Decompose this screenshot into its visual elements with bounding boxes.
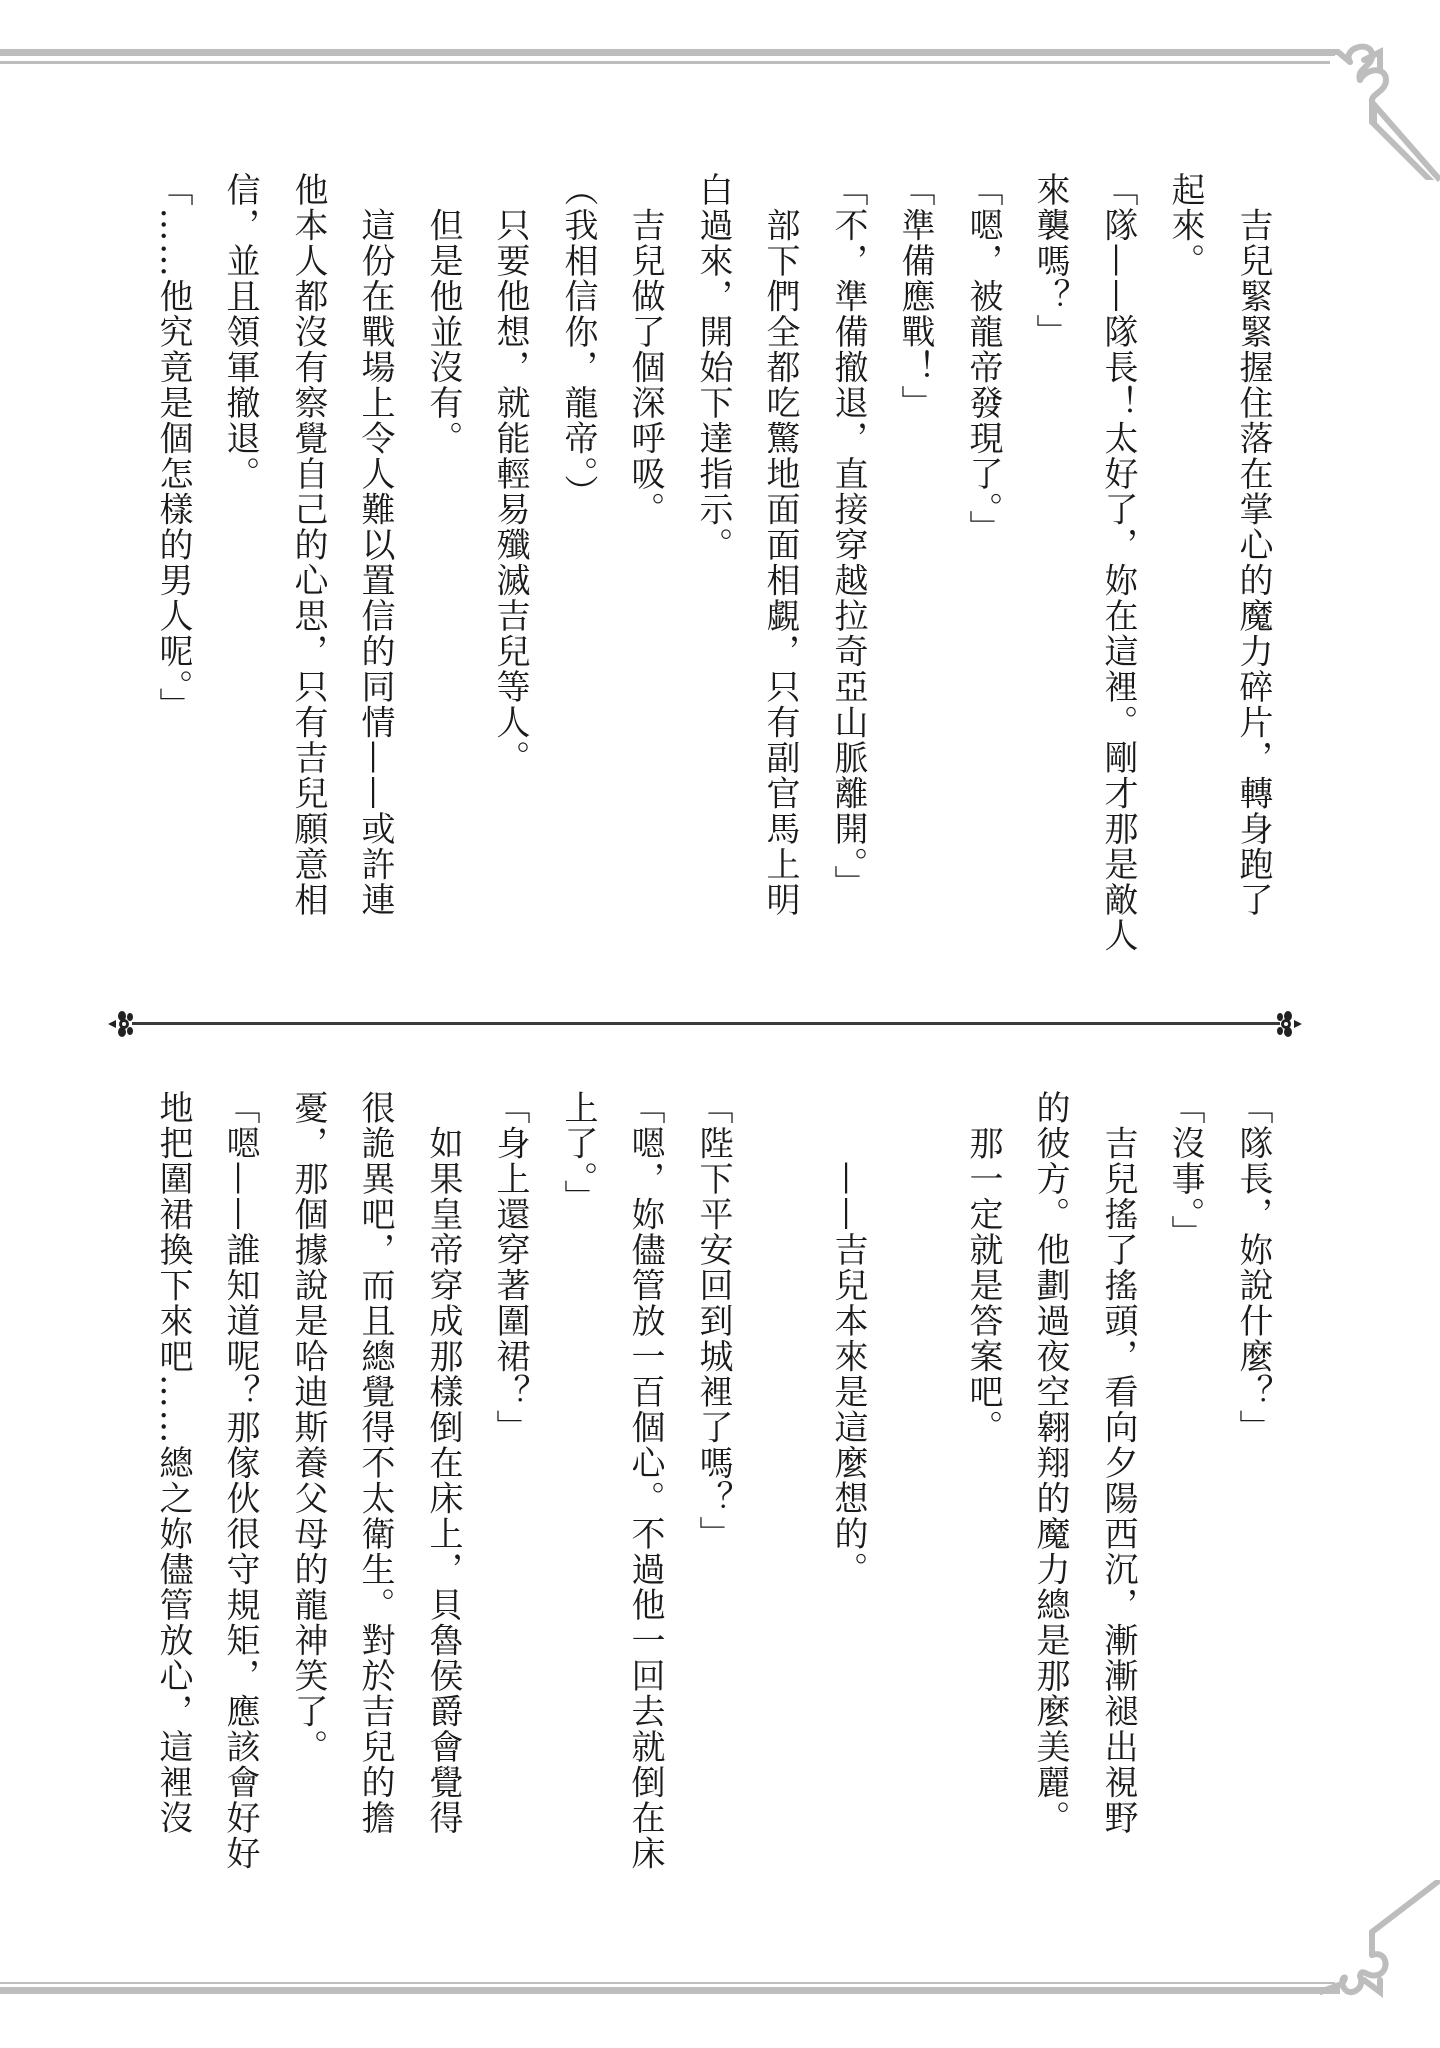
text-column: 他本人都沒有察覺自己的心思，只有吉兒願意相 [288, 172, 328, 918]
text-column: 「隊長，妳說什麼？」 [1233, 1090, 1273, 1445]
text-column: 來襲嗎？」 [1030, 172, 1070, 350]
text-column: 吉兒緊緊握住落在掌心的魔力碎片，轉身跑了 [1233, 172, 1273, 918]
text-column: 「沒事。」 [1165, 1090, 1205, 1251]
text-column: 這份在戰場上令人難以置信的同情——或許連 [355, 172, 395, 918]
text-column: 「陛下平安回到城裡了嗎？」 [693, 1090, 733, 1552]
text-column: （我相信你，龍帝。） [558, 172, 598, 510]
text-column: 很詭異吧，而且總覺得不太衛生。對於吉兒的擔 [355, 1090, 395, 1836]
text-column: 白過來，開始下達指示。 [693, 172, 733, 563]
text-column: 但是他並沒有。 [423, 172, 463, 456]
text-column: ——吉兒本來是這麼想的。 [828, 1090, 868, 1587]
text-column: 部下們全都吃驚地面面相覷，只有副官馬上明 [760, 172, 800, 918]
text-column: 「隊——隊長！太好了，妳在這裡。剛才那是敵人 [1098, 172, 1138, 953]
text-column: 憂，那個據說是哈迪斯養父母的龍神笑了。 [288, 1090, 328, 1765]
text-column: 地把圍裙換下來吧……總之妳儘管放心，這裡沒 [153, 1090, 193, 1836]
text-column: 如果皇帝穿成那樣倒在床上，貝魯侯爵會覺得 [423, 1090, 463, 1836]
text-column: 只要他想，就能輕易殲滅吉兒等人。 [490, 172, 530, 776]
text-column: 信，並且領軍撤退。 [220, 172, 260, 492]
text-column: 那一定就是答案吧。 [963, 1090, 1003, 1445]
text-column: 「……他究竟是個怎樣的男人呢。」 [153, 172, 193, 723]
text-column: 「嗯，被龍帝發現了。」 [963, 172, 1003, 546]
text-column: 的彼方。他劃過夜空翱翔的魔力總是那麼美麗。 [1030, 1090, 1070, 1836]
text-column: 吉兒做了個深呼吸。 [625, 172, 665, 527]
text-column: 「不，準備撤退，直接穿越拉奇亞山脈離開。」 [828, 172, 868, 901]
text-column: 起來。 [1165, 172, 1205, 279]
text-column: 「準備應戰！」 [895, 172, 935, 421]
text-column: 「身上還穿著圍裙？」 [490, 1090, 530, 1445]
text-column: 「嗯——誰知道呢？那傢伙很守規矩，應該會好好 [220, 1090, 260, 1871]
text-column: 「嗯，妳儘管放一百個心。不過他一回去就倒在床 [625, 1090, 665, 1871]
text-column: 吉兒搖了搖頭，看向夕陽西沉，漸漸褪出視野 [1098, 1090, 1138, 1836]
text-column: 上了。」 [558, 1090, 598, 1215]
